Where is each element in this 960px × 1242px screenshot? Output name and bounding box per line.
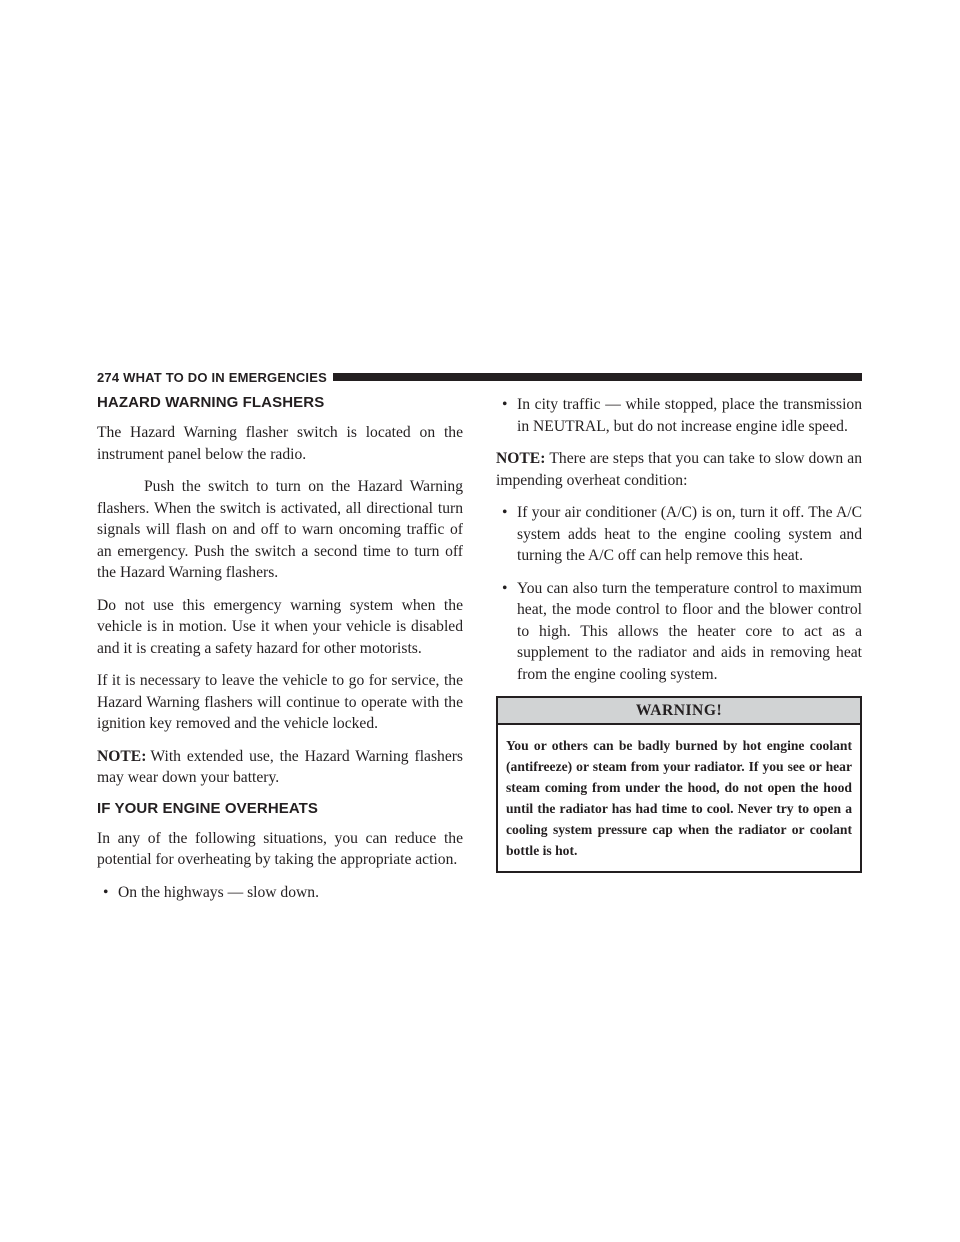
hazard-heading: HAZARD WARNING FLASHERS: [97, 394, 325, 411]
bullet-icon: •: [103, 883, 109, 901]
hazard-paragraph-3: Do not use this emergency warning system when the vehicle is in motion. Use it when your vehicle is disabled and it is creating a safety hazard for other motorists.: [97, 596, 463, 657]
list-item: [496, 578, 862, 686]
left-column: [97, 394, 463, 914]
list-item-text: On the highways — slow down.: [118, 883, 319, 901]
hazard-paragraph-2-text: Push the switch to turn on the Hazard Warning flashers. When the switch is activated, all directional turn signals will flash on and off to warn oncoming traffic of an emergency. Push the switch a second time to turn off the Hazard Warning flashers.: [97, 478, 463, 581]
note-label: NOTE:: [97, 747, 147, 765]
bullet-icon: •: [502, 396, 508, 413]
warning-text: You or others can be badly burned by hot engine coolant (antifreeze) or steam from your radiator. If you see or hear steam coming from under the hood, do not open the hood until the radiator has had time to cool. Never try to open a cooling system pressure cap when the radiator or coolant bottle is hot.: [506, 738, 852, 858]
list-item-text: In city traffic — while stopped, place the transmission in NEUTRAL, but do not increase engine idle speed.: [517, 396, 862, 435]
list-item: [97, 882, 463, 904]
right-column: [496, 394, 862, 873]
warning-box: [496, 696, 862, 873]
hazard-note: [97, 746, 463, 789]
bullet-icon: •: [502, 504, 508, 521]
overheat-heading: IF YOUR ENGINE OVERHEATS: [97, 799, 319, 817]
list-item-text: You can also turn the temperature control to maximum heat, the mode control to floor and the blower control to high. This allows the heater core to act as a supplement to the radiator and aids in removing heat from the engine cooling system.: [517, 579, 862, 683]
note-label: NOTE:: [496, 450, 546, 467]
list-item: [496, 394, 862, 437]
note-text: There are steps that you can take to slow down an impending overheat condition:: [496, 450, 862, 489]
hazard-paragraph-2: [97, 476, 463, 584]
page-header-text: [97, 370, 327, 385]
note-text: With extended use, the Hazard Warning flashers may wear down your battery.: [97, 747, 463, 786]
overheat-list-right: [496, 394, 862, 437]
hazard-paragraph-1: The Hazard Warning flasher switch is located on the instrument panel below the radio.: [97, 424, 463, 463]
overheat-steps-list: [496, 502, 862, 685]
page-number: 274: [97, 369, 120, 385]
overheat-note: [496, 448, 862, 491]
section-title: WHAT TO DO IN EMERGENCIES: [123, 369, 327, 385]
list-item-text: If your air conditioner (A/C) is on, turn it off. The A/C system adds heat to the engine cooling system and turning the A/C off can help remove this heat.: [517, 504, 862, 564]
header-rule: [333, 373, 862, 381]
warning-title: WARNING!: [498, 698, 860, 725]
bullet-icon: •: [502, 579, 508, 597]
overheat-paragraph-1: In any of the following situations, you can reduce the potential for overheating by taking the appropriate action.: [97, 829, 463, 868]
hazard-paragraph-4: If it is necessary to leave the vehicle to go for service, the Hazard Warning flashers will continue to operate with the ignition key removed and the vehicle locked.: [97, 672, 463, 732]
list-item: [496, 502, 862, 567]
overheat-list-left: [97, 882, 463, 904]
page-header: [97, 369, 862, 385]
